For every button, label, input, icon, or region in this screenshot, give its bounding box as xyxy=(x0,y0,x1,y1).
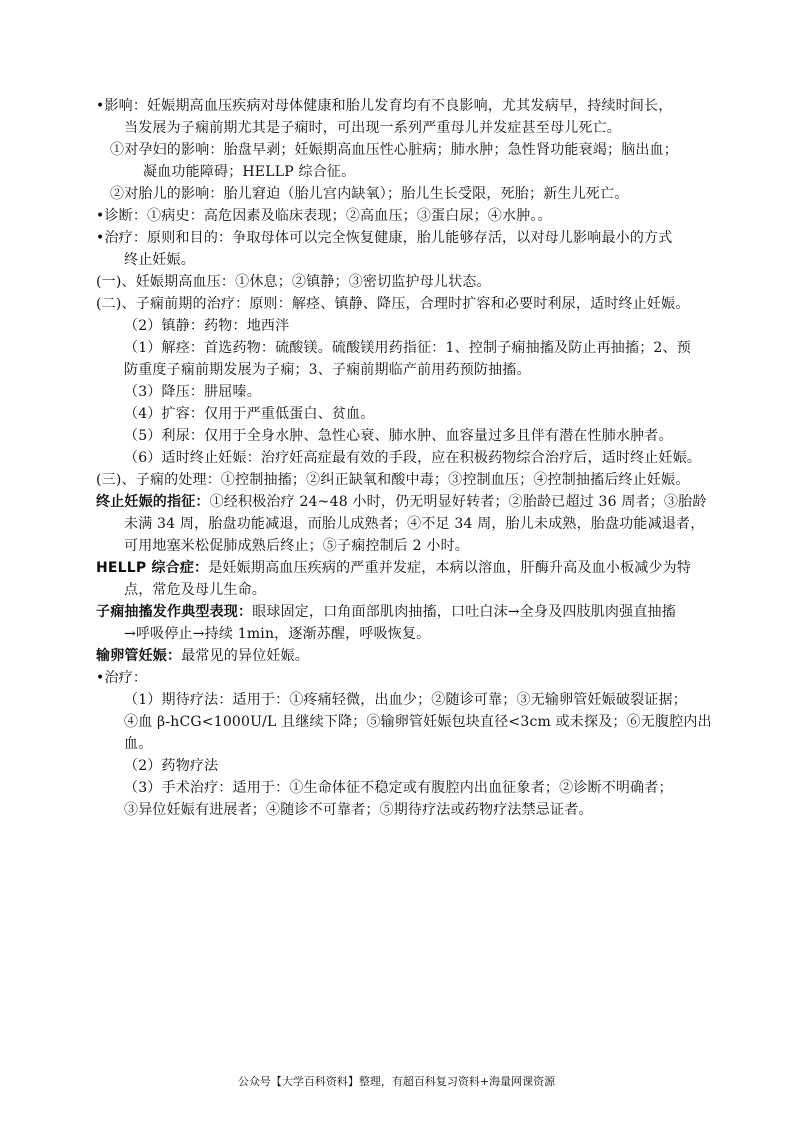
text-line: •诊断：①病史：高危因素及临床表现；②高血压；③蛋白尿；④水肿。。 xyxy=(96,208,552,224)
text-line: （6）适时终止妊娠：治疗妊高症最有效的手段，应在积极药物综合治疗后，适时终止妊娠。 xyxy=(124,450,702,466)
text-line: →呼吸停止→持续 1min，逐渐苏醒，呼吸恢复。 xyxy=(124,626,431,642)
text-line: ①对孕妇的影响：胎盘早剥；妊娠期高血压性心脏病；肺水肿；急性肾功能衰竭；脑出血； xyxy=(110,142,678,158)
term-label: HELLP 综合症： xyxy=(96,560,209,576)
text-line: ②对胎儿的影响：胎儿窘迫（胎儿宫内缺氧）；胎儿生长受限，死胎；新生儿死亡。 xyxy=(110,186,629,202)
term-text: 最常见的异位妊娠。 xyxy=(181,648,310,664)
text-line: （1）解痉：首选药物：硫酸镁。硫酸镁用药指征：1、控制子痫抽搐及防止再抽搐；2、预 xyxy=(124,340,691,356)
text-line xyxy=(96,602,676,622)
term-label: 终止妊娠的指征： xyxy=(96,494,210,510)
text-line xyxy=(96,646,309,666)
text-line: （5）利尿：仅用于全身水肿、急性心衰、肺水肿、血容量过多且伴有潜在性肺水肿者。 xyxy=(124,428,673,444)
text-line: （2）镇静：药物：地西泮 xyxy=(124,318,290,334)
term-text: 是妊娠期高血压疾病的严重并发症，本病以溶血，肝酶升高及血小板减少为特 xyxy=(208,560,692,576)
term-label: 输卵管妊娠： xyxy=(96,648,182,664)
text-line xyxy=(96,558,691,578)
page-footer: 公众号【大学百科资料】整理，有超百科复习资料+海量网课资源 xyxy=(237,1075,556,1088)
text-line: (三)、子痫的处理：①控制抽搐；②纠正缺氧和酸中毒；③控制血压；④控制抽搐后终止妊娠。 xyxy=(96,472,690,488)
term-label: 子痫抽搐发作典型表现： xyxy=(96,604,253,620)
text-line: 点，常危及母儿生命。 xyxy=(124,582,266,598)
text-line: （3）手术治疗：适用于：①生命体征不稳定或有腹腔内出血征象者；②诊断不明确者； xyxy=(124,780,673,796)
text-line: 血。 xyxy=(124,736,153,752)
text-line: （2）药物疗法 xyxy=(124,758,219,774)
text-line: （1）期待疗法：适用于：①疼痛轻微，出血少；②随诊可靠；③无输卵管妊娠破裂证据； xyxy=(124,692,687,708)
text-line: 可用地塞米松促肺成熟后终止；⑤子痫控制后 2 小时。 xyxy=(124,538,470,554)
text-line xyxy=(96,492,707,512)
text-line: ③异位妊娠有进展者；④随诊不可靠者；⑤期待疗法或药物疗法禁忌证者。 xyxy=(124,802,593,818)
text-line: (二)、子痫前期的治疗：原则：解痉、镇静、降压，合理时扩容和必要时利尿，适时终止妊娠。 xyxy=(96,296,690,312)
text-line: （4）扩容：仅用于严重低蛋白、贫血。 xyxy=(124,406,375,422)
term-text: ①经积极治疗 24~48 小时，仍无明显好转者；②胎龄已超过 36 周者；③胎龄 xyxy=(209,494,707,510)
text-line: 终止妊娠。 xyxy=(124,252,195,268)
text-line: 防重度子痫前期发展为子痫；3、子痫前期临产前用药预防抽搐。 xyxy=(124,362,531,378)
text-line: •治疗： xyxy=(96,670,148,686)
text-line: 当发展为子痫前期尤其是子痫时，可出现一系列严重母儿并发症甚至母儿死亡。 xyxy=(124,120,621,136)
text-line: 凝血功能障碍；HELLP 综合征。 xyxy=(143,164,356,180)
text-line: •影响：妊娠期高血压疾病对母体健康和胎儿发育均有不良影响，尤其发病早，持续时间长， xyxy=(96,98,673,114)
text-line: 未满 34 周，胎盘功能减退，而胎儿成熟者；④不足 34 周，胎儿未成熟，胎盘功能减退者， xyxy=(124,516,705,532)
text-line: (一)、妊娠期高血压：①休息；②镇静；③密切监护母儿状态。 xyxy=(96,274,491,290)
text-line: ④血 β-hCG<1000U/L 且继续下降；⑤输卵管妊娠包块直径<3cm 或未探及；⑥无腹腔内出 xyxy=(124,714,712,730)
text-line: （3）降压：肼屈嗪。 xyxy=(124,384,261,400)
text-line: •治疗：原则和目的：争取母体可以完全恢复健康，胎儿能够存活，以对母儿影响最小的方式 xyxy=(96,230,673,246)
term-text: 眼球固定，口角面部肌肉抽搐，口吐白沫→全身及四肢肌肉强直抽搐 xyxy=(252,604,676,620)
